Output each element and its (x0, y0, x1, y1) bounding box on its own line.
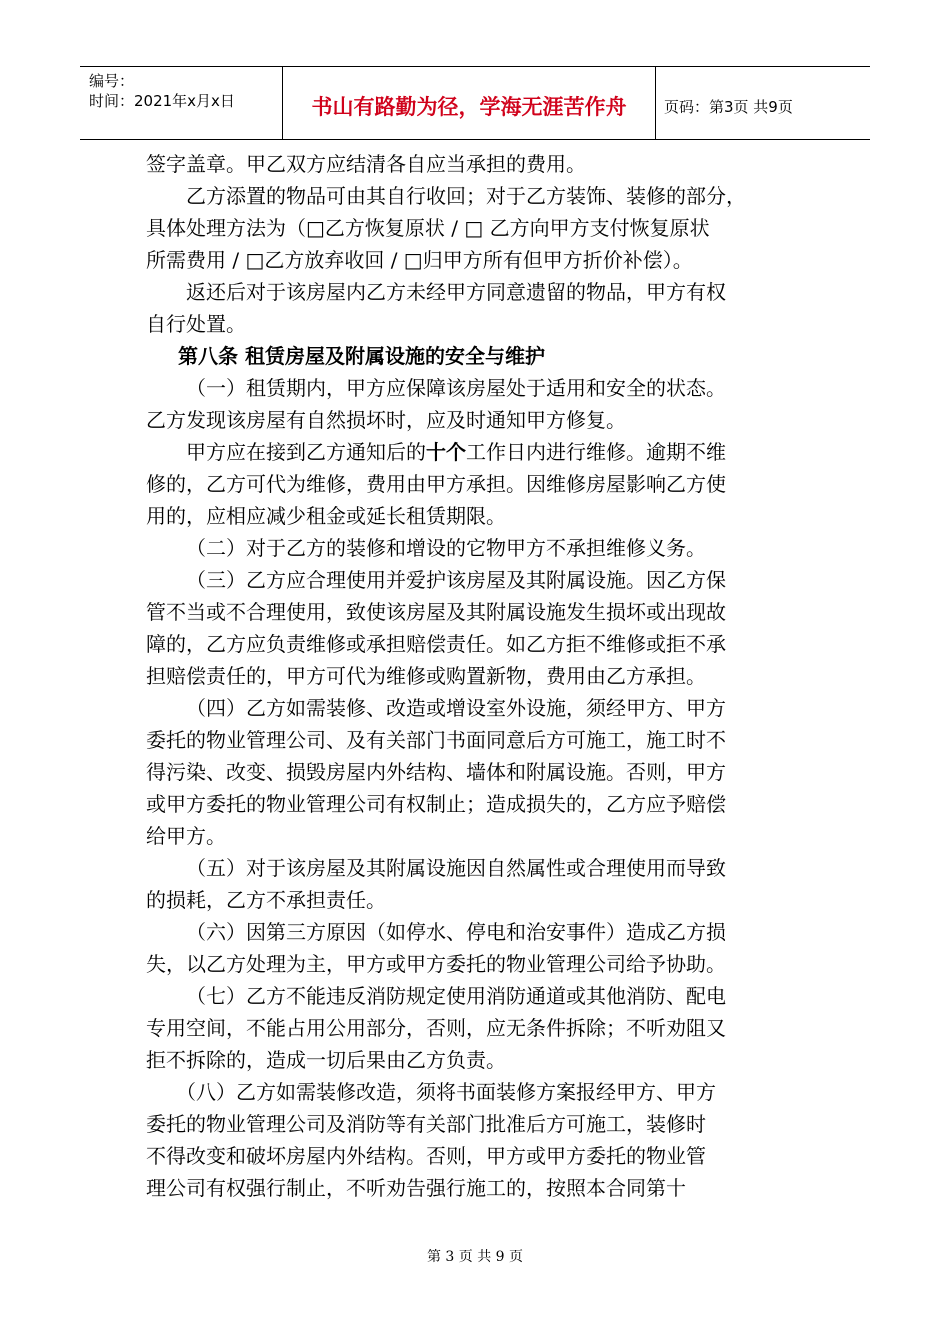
text-line: 得污染、改变、损毁房屋内外结构、墙体和附属设施。否则，甲方 (146, 760, 726, 784)
text-line: 乙方添置的物品可由其自行收回；对于乙方装饰、装修的部分， (186, 184, 746, 208)
text-line: 委托的物业管理公司及消防等有关部门批准后方可施工，装修时 (146, 1112, 706, 1136)
text-line: 专用空间，不能占用公用部分，否则，应无条件拆除；不听劝阻又 (146, 1016, 726, 1040)
text-line: 修的，乙方可代为维修，费用由甲方承担。因维修房屋影响乙方使 (146, 472, 726, 496)
text-line: 用的，应相应减少租金或延长租赁期限。 (146, 504, 506, 528)
text-line: 失，以乙方处理为主，甲方或甲方委托的物业管理公司给予协助。 (146, 952, 726, 976)
text-line: 拒不拆除的，造成一切后果由乙方负责。 (146, 1048, 506, 1072)
text-line: 给甲方。 (146, 824, 226, 848)
section-heading: 第八条 租赁房屋及附属设施的安全与维护 (178, 344, 545, 368)
text-line: 管不当或不合理使用，致使该房屋及其附属设施发生损坏或出现故 (146, 600, 726, 624)
text-line: 不得改变和破坏房屋内外结构。否则，甲方或甲方委托的物业管 (146, 1144, 706, 1168)
header-motto: 书山有路勤为径，学海无涯苦作舟 (283, 67, 656, 139)
text-line: 或甲方委托的物业管理公司有权制止；造成损失的，乙方应予赔偿 (146, 792, 726, 816)
text-line: 所需费用 / □乙方放弃收回 / □归甲方所有但甲方折价补偿）。 (146, 248, 693, 272)
page-footer: 第 3 页 共 9 页 (426, 1249, 524, 1265)
text-line: 自行处置。 (146, 312, 246, 336)
document-body (146, 148, 810, 1204)
text-line: （一）租赁期内，甲方应保障该房屋处于适用和安全的状态。 (186, 376, 726, 400)
text-line: 具体处理方法为（□乙方恢复原状 / □ 乙方向甲方支付恢复原状 (146, 216, 710, 240)
text-line: （六）因第三方原因（如停水、停电和治安事件）造成乙方损 (186, 920, 726, 944)
text-line: 障的，乙方应负责维修或承担赔偿责任。如乙方拒不维修或拒不承 (146, 632, 726, 656)
text-line: 委托的物业管理公司、及有关部门书面同意后方可施工，施工时不 (146, 728, 726, 752)
text-segment: 工作日内进行维修。逾期不维 (466, 440, 726, 464)
text-line: （八）乙方如需装修改造，须将书面装修方案报经甲方、甲方 (176, 1080, 716, 1104)
text-line (146, 436, 810, 468)
text-line: 理公司有权强行制止，不听劝告强行施工的，按照本合同第十 (146, 1176, 686, 1200)
text-line: （三）乙方应合理使用并爱护该房屋及其附属设施。因乙方保 (186, 568, 726, 592)
document-header (80, 66, 870, 140)
text-line: 的损耗，乙方不承担责任。 (146, 888, 386, 912)
number-label: 编号： (89, 72, 135, 90)
header-page-info: 页码：第3页 共9页 (664, 97, 793, 116)
text-line: 乙方发现该房屋有自然损坏时，应及时通知甲方修复。 (146, 408, 626, 432)
text-line: （七）乙方不能违反消防规定使用消防通道或其他消防、配电 (186, 984, 726, 1008)
time-label: 时间：2021年x月x日 (89, 92, 235, 110)
text-line: （四）乙方如需装修、改造或增设室外设施，须经甲方、甲方 (186, 696, 726, 720)
text-line: （五）对于该房屋及其附属设施因自然属性或合理使用而导致 (186, 856, 726, 880)
header-left-cell (80, 67, 283, 139)
text-segment: 甲方应在接到乙方通知后的 (186, 440, 426, 464)
text-line: （二）对于乙方的装修和增设的它物甲方不承担维修义务。 (186, 536, 706, 560)
bold-segment: 十个 (426, 440, 466, 464)
text-line: 返还后对于该房屋内乙方未经甲方同意遗留的物品，甲方有权 (186, 280, 726, 304)
text-line: 担赔偿责任的，甲方可代为维修或购置新物，费用由乙方承担。 (146, 664, 706, 688)
text-line: 签字盖章。甲乙双方应结清各自应当承担的费用。 (146, 152, 586, 176)
